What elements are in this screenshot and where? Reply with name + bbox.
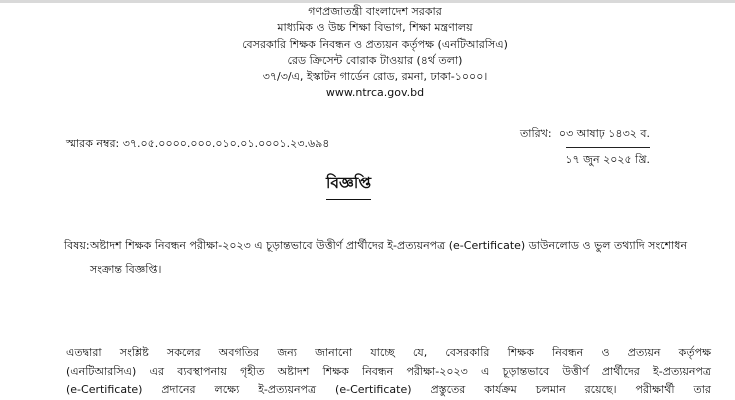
memo-label: স্মারক নম্বর: xyxy=(66,137,120,150)
authority-name: বেসরকারি শিক্ষক নিবন্ধন ও প্রত্যয়ন কর্তৃপক্ষ (এনটিআরসিএ) xyxy=(242,37,508,51)
date-block xyxy=(520,125,650,170)
top-border xyxy=(0,0,735,3)
memo-number: ৩৭.০৫.০০০০.০০০.০১০.০১.০০০১.২৩.৬৯৪ xyxy=(122,137,330,150)
notice-title: বিজ্ঞপ্তি xyxy=(326,171,371,200)
date-english: ১৭ জুন ২০২৫ খ্রি. xyxy=(565,153,650,166)
subject-label: বিষয়: xyxy=(64,239,90,252)
website-link[interactable]: www.ntrca.gov.bd xyxy=(325,86,425,100)
notice-body xyxy=(66,344,711,400)
letterhead xyxy=(190,4,560,102)
date-divider xyxy=(566,147,650,148)
address-line: ৩৭/৩/এ, ইস্কাটন গার্ডেন রোড, রমনা, ঢাকা-১০০০। xyxy=(262,70,488,84)
building-name: রেড ক্রিসেন্ট বোরাক টাওয়ার (৪র্থ তলা) xyxy=(287,53,463,67)
body-line-1: এতদ্বারা সংশ্লিষ্ট সকলের অবগতির জন্য জানানো যাচ্ছে যে, বেসরকারি শিক্ষক নিবন্ধন ও প্রত্যয়ন কর্তৃপক্ষ xyxy=(66,346,711,359)
subject-line xyxy=(64,234,709,282)
date-bangla: ০৩ আষাঢ় ১৪৩২ ব. xyxy=(558,127,650,140)
government-name: গণপ্রজাতন্ত্রী বাংলাদেশ সরকার xyxy=(308,5,442,18)
subject-text: অষ্টাদশ শিক্ষক নিবন্ধন পরীক্ষা-২০২৩ এ চূড়ান্তভাবে উত্তীর্ণ প্রার্থীদের ই-প্রত্যয়নপত্র (e-Certificate) ডাউনলোড ও ভুল তথ্যাদি সংশোধন সংক্রান্ত বিজ্ঞপ্তি। xyxy=(90,239,688,276)
division-name: মাধ্যমিক ও উচ্চ শিক্ষা বিভাগ, শিক্ষা মন্ত্রণালয় xyxy=(277,21,473,35)
body-line-2: (এনটিআরসিএ) এর ব্যবস্থাপনায় গৃহীত অষ্টাদশ শিক্ষক নিবন্ধন পরীক্ষা-২০২৩ এ চূড়ান্তভাবে উত্তীর্ণ প্রার্থীদের ই-প্রত্যয়নপত্র xyxy=(66,364,711,378)
date-label: তারিখ: xyxy=(520,127,552,140)
memo-number-line xyxy=(66,135,329,154)
body-line-3: (e-Certificate) প্রদানের লক্ষ্যে ই-প্রত্যয়নপত্র (e-Certificate) প্রস্তুতের কার্যক্রম চলমান রয়েছে। পরীক্ষার্থী তার xyxy=(66,383,711,396)
